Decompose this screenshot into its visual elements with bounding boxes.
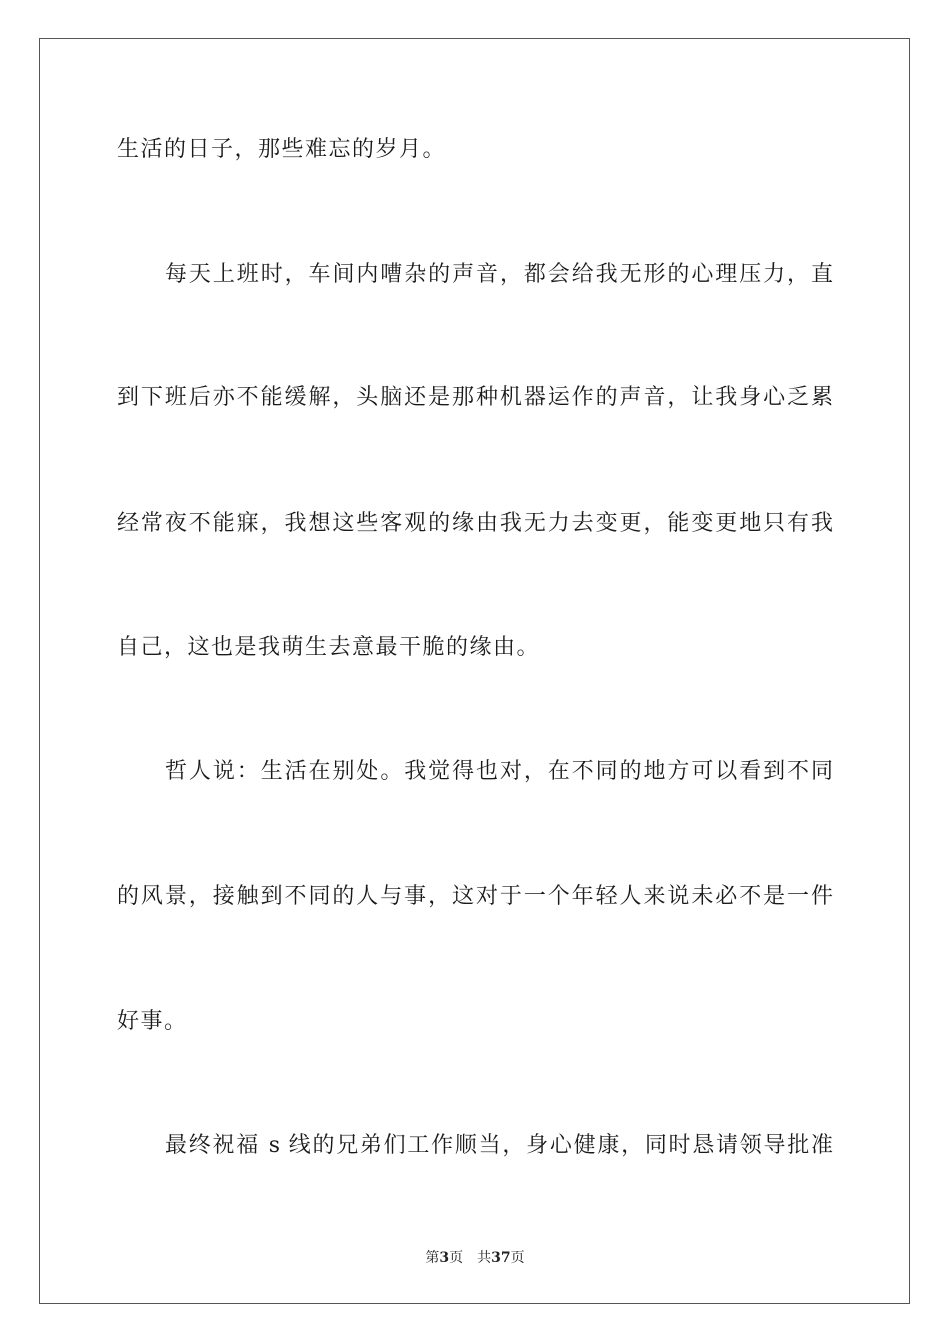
text-line-7: 的风景，接触到不同的人与事，这对于一个年轻人来说未必不是一件 <box>117 884 833 909</box>
text-line-8: 好事。 <box>117 1009 188 1034</box>
text-line-1: 生活的日子，那些难忘的岁月。 <box>117 137 447 162</box>
text-line-6: 哲人说：生活在别处。我觉得也对，在不同的地方可以看到不同 <box>165 759 833 784</box>
total-suffix: 页 <box>510 1250 525 1266</box>
page-suffix: 页 <box>449 1250 464 1266</box>
page-border <box>39 38 910 1304</box>
text-line-5: 自己，这也是我萌生去意最干脆的缘由。 <box>117 635 541 660</box>
text-line-2: 每天上班时，车间内嘈杂的声音，都会给我无形的心理压力，直 <box>165 262 833 287</box>
total-page-count: 37 <box>491 1250 511 1266</box>
page-prefix: 第 <box>425 1250 440 1266</box>
total-prefix: 共 <box>477 1250 492 1266</box>
page-number-footer <box>0 1249 950 1267</box>
text-line-4: 经常夜不能寐，我想这些客观的缘由我无力去变更，能变更地只有我 <box>117 511 833 536</box>
text-line-9: 最终祝福 s 线的兄弟们工作顺当，身心健康，同时恳请领导批准 <box>165 1133 833 1158</box>
current-page-number: 3 <box>439 1250 450 1266</box>
text-line-3: 到下班后亦不能缓解，头脑还是那种机器运作的声音，让我身心乏累 <box>117 385 833 410</box>
